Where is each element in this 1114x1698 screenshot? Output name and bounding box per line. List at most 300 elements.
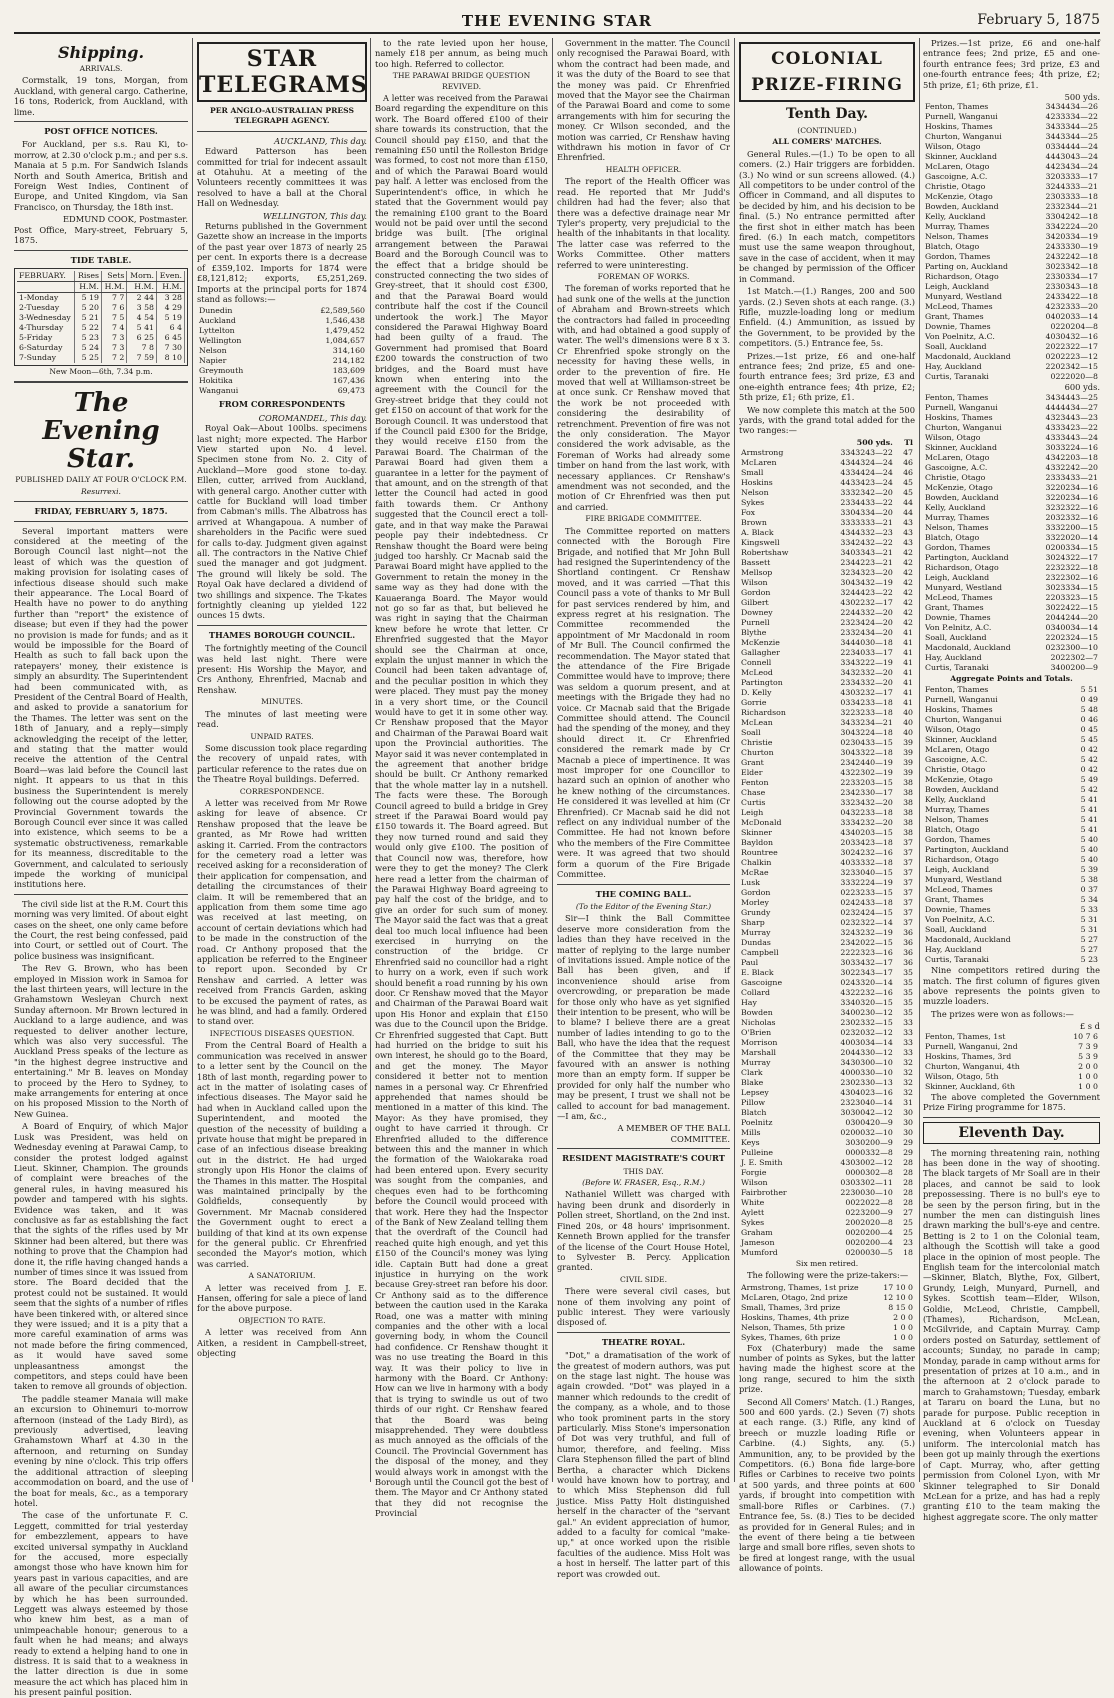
table-cell: 183,609 xyxy=(332,366,365,376)
table-row xyxy=(923,312,1100,322)
table-cell: Skinner, Auckland xyxy=(925,152,997,162)
table-row xyxy=(739,1248,915,1258)
table-cell: 3-Wednesday xyxy=(17,313,75,323)
table-cell: 44 xyxy=(903,497,913,507)
table-row xyxy=(739,908,915,918)
table-row xyxy=(739,478,915,488)
table-cell: Campbell xyxy=(741,947,779,957)
table-cell: Poelnitz xyxy=(741,1117,773,1127)
table-row xyxy=(739,938,915,948)
table-cell: 37 xyxy=(903,917,913,927)
table-cell: 5 40 xyxy=(1080,845,1098,855)
table-cell: 5 23 xyxy=(75,333,102,343)
table-cell: 2044244—20 xyxy=(1045,612,1098,622)
table-cell: McKenzie xyxy=(741,637,780,647)
table-cell: 5 27 xyxy=(1080,945,1098,955)
table-cell: 37 xyxy=(903,867,913,877)
table-cell: 0232322—14 xyxy=(840,917,893,927)
table-cell: 33 xyxy=(903,1037,913,1047)
letter-signature: A MEMBER OF THE BALL COMMITTEE. xyxy=(617,1123,730,1144)
table-row xyxy=(923,1072,1100,1082)
table-cell: Armstrong xyxy=(741,447,784,457)
table-cell: 3244423—22 xyxy=(840,587,893,597)
table-cell: 0 45 xyxy=(1080,725,1098,735)
table-cell: 2033423—18 xyxy=(840,837,893,847)
table-cell xyxy=(17,281,75,292)
table-cell: Small xyxy=(741,467,764,477)
table-cell: 3220234—16 xyxy=(1045,482,1098,492)
theatre-text: "Dot," a dramatisation of the work of the greatest of modern authors, was put on the stage last night. The house was again crowded. "Dot" was played in a manner which redounds to the credit of the company, as a whole, and to those who took prominent parts in the story particularly. Miss Stone's impersonation of Dot was very truthful, and full of humor, therefore, and feeling. Miss Clara Stephenson filled the part of blind Bertha, a character which Dickens would have known how to portray, and to which Miss Stephenson did full justice. Miss Patty Holt distinguished herself in the character of the "servant gal." An evident appreciation of humor, added to a faculty for comical "make-up," at once worked upon the risible faculties of the audience. Miss Holt was a host in herself. The latter part of this report was crowded out. xyxy=(557,1350,730,1579)
table-cell: Jameson xyxy=(741,1237,775,1247)
table-cell: 7 3 xyxy=(101,343,126,353)
table-cell: Morrison xyxy=(741,1037,778,1047)
table-cell: Macdonald, Auckland xyxy=(925,352,1011,362)
table-cell: 1-Monday xyxy=(17,292,75,303)
table-cell: H.M. xyxy=(101,281,126,292)
rules-text: General Rules.—(1.) To be open to all comers. (2.) Hair triggers are forbidden. (3.) No wind or sun screens allowed. (4.) All competitors to be under control of the Officer in Command, and all disputes to be decided by him, and his decision to be final. (5.) No entrance permitted after the first shot in either match has been fired. (6.) In each match, competitors must use the same weapon throughout, save in the case of accident, when it may be changed by permission of the Officer in Command. xyxy=(739,148,915,284)
table-cell: Bowden, Auckland xyxy=(925,492,999,502)
table-cell: 4423434—24 xyxy=(1045,162,1098,172)
section-label: CORRESPONDENCE. xyxy=(239,786,325,796)
table-cell: Hoskins, Thames xyxy=(925,122,993,132)
table-row xyxy=(739,1178,915,1188)
table-cell: 3030200—9 xyxy=(845,1137,893,1147)
table-cell: 5 19 xyxy=(75,292,102,303)
table-row xyxy=(923,745,1100,755)
table-cell: Murray, Thames xyxy=(925,222,990,232)
column-rule xyxy=(919,38,920,1482)
post-office-heading: POST OFFICE NOTICES. xyxy=(44,126,158,137)
table-cell: Purnell, Wanganui xyxy=(925,695,998,705)
table-row xyxy=(197,306,367,316)
table-cell: 2 0 0 xyxy=(893,1312,913,1322)
table-row xyxy=(923,915,1100,925)
agency-line: PER ANGLO-AUSTRALIAN PRESS TELEGRAPH AGENCY. xyxy=(210,106,354,126)
table-cell: 42 xyxy=(903,577,913,587)
table-cell: E. Black xyxy=(741,967,774,977)
table-cell: 44 xyxy=(903,507,913,517)
table-row xyxy=(197,386,367,396)
paper-motto: Resurrexi. xyxy=(81,486,121,496)
ball-heading: THE COMING BALL. xyxy=(595,888,692,899)
table-cell: 42 xyxy=(903,587,913,597)
table-cell: 4033332—18 xyxy=(840,857,893,867)
table-cell: 1 0 0 xyxy=(1078,1081,1098,1091)
table-cell: 2032332—16 xyxy=(1045,512,1098,522)
table-cell: 41 xyxy=(903,647,913,657)
table-cell: 36 xyxy=(903,947,913,957)
table-cell: 39 xyxy=(903,747,913,757)
masthead-title: THE EVENING STAR xyxy=(461,12,653,30)
table-cell: 2002020—8 xyxy=(845,1217,893,1227)
table-cell: Small, Thames, 3rd prize xyxy=(741,1302,841,1312)
table-cell: 0000302—8 xyxy=(845,1167,893,1177)
council-text: Some discussion took place regarding the recovery of unpaid rates, with particular reference to the rates due on the Theatre Royal buildings. Deferred. xyxy=(197,742,367,785)
table-cell: 4003034—14 xyxy=(840,1037,893,1047)
table-row xyxy=(17,292,185,303)
table-row xyxy=(923,855,1100,865)
table-row xyxy=(923,242,1100,252)
table-cell: 5 19 xyxy=(157,313,185,323)
table-cell: 2330343—18 xyxy=(1045,282,1098,292)
table-cell: 32 xyxy=(903,1077,913,1087)
table-cell: Von Poelnitz, A.C. xyxy=(925,332,995,342)
table-cell: Skinner, Auckland, 6th xyxy=(925,1081,1016,1091)
table-cell: Hoskins, Thames, 3rd xyxy=(925,1051,1012,1061)
news-paragraph: A Board of Enquiry, of which Major Lusk was President, was held on Wednesday evening at Parawai Camp, to consider the protest lodged against Lieut. Skinner, Champion. The grounds of complaint were breaches of the general rules, in having measured his powder and tampered with his sights. Evidence was taken, and it was conclusive as far as establishing the fact that the sights of the rifles used by Mr Skinner had been altered, but there was nothing to prove that the Champion had done it, the rifle having changed hands a number of times since it was issued from store. The Board decided that the protest could not be sustained. It would seem that the sights of a number of rifles have been tinkered with, or altered since they were issued; and it is a pity that a more careful examination of arms was not made before the firing commenced, as it would have saved some unpleasantness amongst the competitors, and steps could have been taken to remove all grounds of objection. xyxy=(14,1121,188,1392)
table-cell: Collard xyxy=(741,987,771,997)
news-paragraph: The case of the unfortunate F. C. Leggett, committed for trial yesterday for embezzlement, appears to have excited universal sympathy in Auckland for the accused, more especially amongst those who have known him for years past in various capacities, and are all aware of the peculiar circumstances by which he has been surrounded. Leggett was always esteemed by those who knew him best, as a man of unimpeachable honour; generous to a fault when he had means; and always ready to extend a helping hand to one in distress. It is said that to a weakness in the latter direction is due in some measure the act which has placed him in his present painful position. xyxy=(14,1510,188,1698)
table-row xyxy=(923,685,1100,695)
table-cell: 0340034—14 xyxy=(1045,622,1098,632)
table-row xyxy=(923,262,1100,272)
table-cell: Wilson, Otago xyxy=(925,142,981,152)
table-cell: 4334424—24 xyxy=(840,467,893,477)
table-cell: 0232300—10 xyxy=(1045,642,1098,652)
table-cell: 38 xyxy=(903,827,913,837)
table-cell: Leigh xyxy=(741,807,764,817)
table-cell: 2230030—10 xyxy=(840,1187,893,1197)
table-cell: 4443043—24 xyxy=(1045,152,1098,162)
table-cell: 2334433—22 xyxy=(840,497,893,507)
column-2 xyxy=(197,38,367,1482)
table-cell: 35 xyxy=(903,977,913,987)
table-cell: 69,473 xyxy=(337,386,365,396)
table-row xyxy=(739,558,915,568)
table-cell: Gascoigne xyxy=(741,977,783,987)
table-cell: Blatch xyxy=(741,1107,767,1117)
table-cell xyxy=(739,438,813,448)
table-row xyxy=(739,1008,915,1018)
table-cell: 167,436 xyxy=(332,376,365,386)
table-cell: 28 xyxy=(903,1187,913,1197)
table-row xyxy=(739,1333,915,1343)
table-cell: Grundy xyxy=(741,907,771,917)
table-cell: Morley xyxy=(741,897,769,907)
continued-label: (CONTINUED.) xyxy=(797,126,857,135)
table-row xyxy=(923,362,1100,372)
table-cell: 40 xyxy=(903,707,913,717)
table-cell: 5 41 xyxy=(1080,795,1098,805)
table-cell: 3342432—22 xyxy=(840,537,893,547)
table-cell: 4342203—18 xyxy=(1045,452,1098,462)
table-cell: 2342330—17 xyxy=(840,787,893,797)
table-cell: 12 10 0 xyxy=(883,1292,913,1302)
table-row xyxy=(17,333,185,343)
table-row xyxy=(739,1098,915,1108)
table-cell: 3232322—16 xyxy=(1045,502,1098,512)
table-cell: 3433344—25 xyxy=(1045,122,1098,132)
table-cell: 0220204—8 xyxy=(1050,322,1098,332)
table-cell: 3333333—21 xyxy=(840,517,893,527)
table-cell: 3420334—19 xyxy=(1045,232,1098,242)
table-row xyxy=(923,895,1100,905)
table-cell: 4333443—24 xyxy=(1045,432,1098,442)
table-cell: Pulleine xyxy=(741,1147,773,1157)
table-cell: Hoskins xyxy=(741,477,773,487)
tenth-day-heading: Tenth Day. xyxy=(785,106,869,122)
table-row xyxy=(739,1128,915,1138)
table-cell: Richardson, Otago xyxy=(925,855,999,865)
table-cell: 5 31 xyxy=(1080,925,1098,935)
table-cell: White xyxy=(741,1197,765,1207)
table-cell: £2,589,560 xyxy=(320,306,365,316)
table-cell: Wilson, Otago, 5th xyxy=(925,1071,999,1081)
table-cell: 5 31 xyxy=(1080,915,1098,925)
telegram-text: Edward Patterson has been committed for trial for indecent assault at Otahuhu. At a meeting of the Volunteers recently committees it was resolved to have a ball at the Choral Hall on Wednesday. xyxy=(197,146,367,209)
table-row xyxy=(739,1118,915,1128)
table-cell: Forgie xyxy=(741,1167,767,1177)
table-row xyxy=(739,878,915,888)
table-row xyxy=(923,443,1100,453)
table-cell: Sykes xyxy=(741,1217,765,1227)
table-row xyxy=(923,643,1100,653)
table-cell: Macdonald, Auckland xyxy=(925,642,1011,652)
correspondents-heading: FROM CORRESPONDENTS xyxy=(218,399,346,410)
table-cell: Purnell, Wanganui, 2nd xyxy=(925,1041,1018,1051)
table-row xyxy=(923,865,1100,875)
table-cell: 35 xyxy=(903,1007,913,1017)
table-cell: 32 xyxy=(903,1057,913,1067)
table-cell: 30 xyxy=(903,1127,913,1137)
rm-court-before: (Before W. FRASER, Esq., R.M.) xyxy=(582,1178,705,1188)
table-cell: Macdonald, Auckland xyxy=(925,935,1011,945)
table-cell: 39 xyxy=(903,767,913,777)
table-row xyxy=(923,795,1100,805)
table-row xyxy=(739,1303,915,1313)
table-cell: 5 25 xyxy=(75,353,102,363)
table-row xyxy=(923,1042,1100,1052)
table-cell: Wellington xyxy=(199,336,242,346)
table-cell: 4433423—24 xyxy=(840,477,893,487)
table-row xyxy=(923,172,1100,182)
table-cell: FEBRUARY. xyxy=(17,271,75,282)
table-cell: Hoskins, Thames, 4th prize xyxy=(741,1312,850,1322)
table-cell: Bowden xyxy=(741,1007,773,1017)
table-cell: 2232322—18 xyxy=(1045,562,1098,572)
table-cell: 2234033—17 xyxy=(840,647,893,657)
table-cell: Nelson, Thames xyxy=(925,232,989,242)
fox-note: Fox (Chaterbury) made the same number of points as Sykes, but the latter having made the highest score at the long range, secured to him the sixth prize. xyxy=(739,1342,915,1395)
table-cell: 2334332—20 xyxy=(840,677,893,687)
table-cell: 5 38 xyxy=(1080,875,1098,885)
shipping-heading: Shipping. xyxy=(57,43,145,62)
table-cell: Partington xyxy=(741,677,783,687)
table-cell: Leigh, Auckland xyxy=(925,865,990,875)
table-cell: 0 37 xyxy=(1080,885,1098,895)
table-cell: H.M. xyxy=(75,281,102,292)
table-cell: 3343243—22 xyxy=(840,447,893,457)
table-cell: 5 34 xyxy=(1080,895,1098,905)
table-row xyxy=(923,905,1100,915)
table-cell: Murray, Thames xyxy=(925,805,990,815)
table-row xyxy=(739,538,915,548)
council-text: Government in the matter. The Council only recognised the Parawai Board, with whom the contract had been made, and it was the duty of the Board to see that the money was paid. Cr Ehrenfried moved that the Mayor see the Chairman of the Parawai Board and come to some arrangements with him for securing the money. Cr Wilson seconded, and the motion was carried, Cr Renshaw having withdrawn his motion in favor of Cr Ehrenfried. xyxy=(557,38,730,163)
table-row xyxy=(739,848,915,858)
table-cell: 0402033—14 xyxy=(1045,312,1098,322)
table-cell: 45 xyxy=(903,487,913,497)
table-cell: 1 0 0 xyxy=(893,1322,913,1332)
table-cell: 3033224—16 xyxy=(1045,442,1098,452)
table-cell: Gordon xyxy=(741,587,771,597)
court-text: There were several civil cases, but none of them involving any point of public interest. They were variously disposed of. xyxy=(557,1286,730,1328)
table-cell: 3 58 xyxy=(127,303,157,313)
table-cell: Churton, Wanganui xyxy=(925,715,1002,725)
table-row xyxy=(923,423,1100,433)
table-cell: 0 42 xyxy=(1080,745,1098,755)
table-cell: Sykes, Thames, 6th prize xyxy=(741,1332,841,1342)
table-cell: Mills xyxy=(741,1127,761,1137)
table-cell: 2302332—15 xyxy=(840,1017,893,1027)
table-cell: 42 xyxy=(903,597,913,607)
table-cell: 5 45 xyxy=(1080,735,1098,745)
council-text: The minutes of last meeting were read. xyxy=(197,708,367,730)
table-row xyxy=(923,935,1100,945)
table-cell: 37 xyxy=(903,837,913,847)
table-cell: 5 20 xyxy=(75,303,102,313)
table-row xyxy=(923,695,1100,705)
table-cell: Kelly, Auckland xyxy=(925,212,986,222)
table-cell: Kelly, Auckland xyxy=(925,502,986,512)
table-cell: McKenzie, Otago xyxy=(925,482,993,492)
retired-note: Six men retired. xyxy=(795,1258,859,1268)
table-cell: 3220234—16 xyxy=(1045,492,1098,502)
table-cell: Bassett xyxy=(741,557,771,567)
table-cell: 3444030—18 xyxy=(840,637,893,647)
second-match-text: Second All Comers' Match. (1.) Ranges, 500 and 600 yards. (2.) Seven (7) shots at each range. (3.) Rifle, any kind of breech or muzzle loading Rifle or Carbine. (4.) Sights, any. (5.) Ammunition, any, to be provided by the Competitors. (6.) Bona fide large-bore Rifles or Carbines to receive two points at 500 yards, and three points at 600 yards, if brought into competition with small-bore Rifles or Carbines. (7.) Entrance fee, 5s. (8.) Ties to be decided as provided for in General Rules; and in the event of there being a tie between large and small bore rifles, seven shots to be fired at longest range, with the usual allowance of points. xyxy=(739,1396,915,1574)
rm-court-heading: RESIDENT MAGISTRATE'S COURT xyxy=(562,1153,725,1164)
table-cell: Armstrong, Thames, 1st prize xyxy=(741,1282,859,1292)
table-row xyxy=(739,458,915,468)
table-row xyxy=(739,628,915,638)
table-cell: Richardson, Otago xyxy=(925,272,999,282)
table-row xyxy=(197,376,367,386)
table-cell: 5 41 xyxy=(1080,805,1098,815)
table-cell: Elder xyxy=(741,767,763,777)
table-row xyxy=(923,202,1100,212)
table-row xyxy=(739,1058,915,1068)
table-cell: Greymouth xyxy=(199,366,244,376)
table-row xyxy=(923,453,1100,463)
table-cell: Blatch, Otago xyxy=(925,242,980,252)
dateline: AUCKLAND, This day. xyxy=(274,135,367,146)
table-row xyxy=(739,1208,915,1218)
table-row xyxy=(739,758,915,768)
table-cell: Nelson, Thames xyxy=(925,815,989,825)
table-cell: 3323432—20 xyxy=(840,797,893,807)
table-cell: 27 xyxy=(903,1207,913,1217)
table-cell: McLaren, Otago xyxy=(925,162,990,172)
table-cell: 3343222—19 xyxy=(840,657,893,667)
table-cell: 3030042—12 xyxy=(840,1107,893,1117)
table-cell: 0222020—8 xyxy=(1050,372,1098,382)
table-row xyxy=(923,925,1100,935)
table-cell: 7-Sunday xyxy=(17,353,75,363)
table-cell: McKenzie, Otago xyxy=(925,192,993,202)
table-cell: Hokitika xyxy=(199,376,233,386)
table-cell: 3 28 xyxy=(157,292,185,303)
table-cell: 4 54 xyxy=(127,313,157,323)
table-row xyxy=(923,322,1100,332)
table-cell: 3033432—17 xyxy=(840,957,893,967)
table-cell: Keys xyxy=(741,1137,760,1147)
table-cell: Gordon xyxy=(741,887,771,897)
table-cell: 30 xyxy=(903,1117,913,1127)
table-cell: Curtis, Taranaki xyxy=(925,372,989,382)
table-row xyxy=(923,433,1100,443)
post-office-text: For Auckland, per s.s. Rau Ki, to-morrow, at 2.30 o'clock p.m.; and per s.s. Manaia at 5 p.m. For Sandwich Islands North and South America, British and Foreign West Indies, Continent of Europe, and United Kingdom, via San Francisco, on Thursday, the 18th inst. xyxy=(14,139,188,212)
table-cell: 37 xyxy=(903,857,913,867)
table-cell: 2 0 0 xyxy=(1078,1061,1098,1071)
section-label: INFECTIOUS DISEASES QUESTION. xyxy=(209,1028,355,1038)
table-cell: Dundas xyxy=(741,937,771,947)
table-row xyxy=(923,413,1100,423)
table-row xyxy=(739,738,915,748)
table-row xyxy=(197,326,367,336)
table-cell: Gordon, Thames xyxy=(925,542,991,552)
table-row xyxy=(923,885,1100,895)
table-cell: Christie xyxy=(741,737,773,747)
table-cell: 0200030—5 xyxy=(845,1247,893,1257)
table-row xyxy=(923,593,1100,603)
table-cell: Purnell xyxy=(741,617,770,627)
table-cell: 2342022—15 xyxy=(840,937,893,947)
table-row xyxy=(739,1218,915,1228)
table-cell: 41 xyxy=(903,677,913,687)
table-cell: 5 41 xyxy=(127,323,157,333)
table-cell: 3430300—10 xyxy=(840,1057,893,1067)
table-cell: Chase xyxy=(741,787,766,797)
table-cell: 46 xyxy=(903,457,913,467)
table-cell: 7 30 xyxy=(157,343,185,353)
table-row xyxy=(739,1323,915,1333)
table-cell: Sykes xyxy=(741,497,765,507)
table-cell: Hay xyxy=(741,997,757,1007)
section-label: FIRE BRIGADE COMMITTEE. xyxy=(585,514,702,524)
table-cell: 2322302—16 xyxy=(1045,572,1098,582)
column-4 xyxy=(557,38,730,1579)
table-cell: A. Black xyxy=(741,527,774,537)
table-cell: 0022022—8 xyxy=(845,1197,893,1207)
table-cell: 3043432—19 xyxy=(840,577,893,587)
table-row xyxy=(923,252,1100,262)
table-cell: McLeod xyxy=(741,667,773,677)
table-cell: 3433234—21 xyxy=(840,717,893,727)
table-row xyxy=(923,715,1100,725)
table-cell: Mellsop xyxy=(741,567,773,577)
table-cell: 0243320—14 xyxy=(840,977,893,987)
telegram-text: Returns published in the Government Gazette show an increase in the imports of the past year over 1873 of nearly 25 per cent. In exports there is a decrease of £359,102. Imports for 1874 were £8,121,812; exports, £5,251,269. Imports at the principal ports for 1874 stand as follows:— xyxy=(197,221,367,304)
table-cell: 23 xyxy=(903,1237,913,1247)
table-row xyxy=(923,463,1100,473)
table-row xyxy=(923,603,1100,613)
table-cell: 3400230—12 xyxy=(840,1007,893,1017)
table-row xyxy=(17,303,185,313)
match-text: 1st Match.—(1.) Ranges, 200 and 500 yards. (2.) Seven shots at each range. (3.) Rifle, muzzle-loading long or medium Enfield. (4.) Ammunition, as issued by the Government, to be provided by the competitors. (5.) Entrance fee, 5s. xyxy=(739,286,916,349)
table-cell: 41 xyxy=(903,627,913,637)
table-cell: 1,479,452 xyxy=(325,326,365,336)
table-cell: 3203333—17 xyxy=(1045,172,1098,182)
table-row xyxy=(923,563,1100,573)
table-cell: 5 49 xyxy=(1080,775,1098,785)
table-row xyxy=(739,1148,915,1158)
table-cell: 36 xyxy=(903,937,913,947)
scores-table xyxy=(739,438,915,1258)
table-cell: 2333433—21 xyxy=(1045,472,1098,482)
table-cell: 5 23 xyxy=(1080,955,1098,965)
leader-paragraph: Several important matters were considered at the meeting of the Borough Council last night—not the least of which was the question of making provision for isolating cases of infectious disease should such make their appearance. The Local Board of Health have no power to do anything further than "report" the existence of disease; but even if they had the power no provision is made for funds; and as it would be impossible for the Board of Health as such to fall back upon the ratepayers' money, their existence is simply an absurdity. The Superintendent had been communicated with, as President of the Central Board of Health, and asked to provide a sanatorium for the Thames. The letter was sent on the 18th of January, and a reply—simply acknowledging the receipt of the letter, and stating that the matter would receive the attention of the Central Board—was laid before the Council last night. It appears to us that in this business the Superintendent is merely following out the course adopted by the Provincial Government towards the Borough Council ever since it was called into existence, which seems to be a systematic obstructiveness, remarkable for its meanness, discreditable to the Government, and calculated to seriously impede the working of municipal institutions here. xyxy=(14,525,188,890)
aggregate-label: Aggregate Points and Totals. xyxy=(950,673,1073,683)
